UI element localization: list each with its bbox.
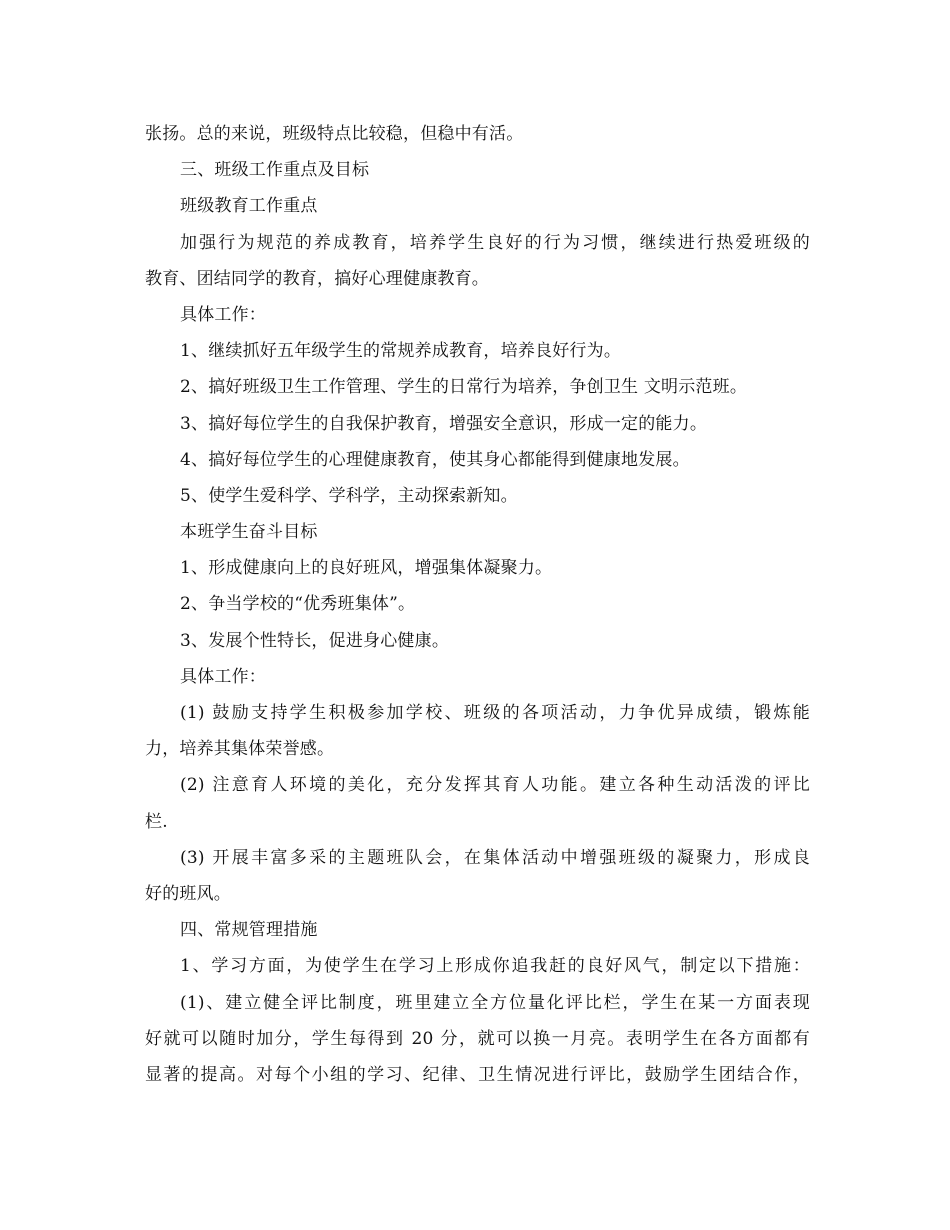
list-item: 3、发展个性特长，促进身心健康。 xyxy=(180,630,450,651)
paragraph-line: 好的班风。 xyxy=(145,883,231,904)
list-item: 1、学习方面，为使学生在学习上形成你追我赶的良好风气，制定以下措施： xyxy=(180,956,810,977)
list-item: 1、继续抓好五年级学生的常规养成教育，培养良好行为。 xyxy=(180,341,622,362)
list-item: (3) 开展丰富多采的主题班队会，在集体活动中增强班级的凝聚力，形成良 xyxy=(180,847,810,868)
list-item: 5、使学生爱科学、学科学，主动探索新知。 xyxy=(180,485,518,506)
paragraph-line: 栏. xyxy=(145,811,168,832)
list-item: 1、形成健康向上的良好班风，增强集体凝聚力。 xyxy=(180,558,553,579)
list-item: 2、争当学校的“优秀班集体”。 xyxy=(180,594,416,615)
subsection-heading: 具体工作： xyxy=(180,304,266,325)
list-item: (1) 鼓励支持学生积极参加学校、班级的各项活动，力争优异成绩，锻炼能 xyxy=(180,703,810,723)
paragraph-line: 力，培养其集体荣誉感。 xyxy=(145,739,335,760)
list-item: (2) 注意育人环境的美化，充分发挥其育人功能。建立各种生动活泼的评比 xyxy=(180,775,810,796)
paragraph-line: 好就可以随时加分，学生每得到 20 分，就可以换一月亮。表明学生在各方面都有 xyxy=(145,1028,810,1049)
list-item: (1)、建立健全评比制度，班里建立全方位量化评比栏，学生在某一方面表现 xyxy=(180,992,810,1013)
subsection-heading: 班级教育工作重点 xyxy=(180,196,318,217)
subsection-heading: 具体工作： xyxy=(180,666,266,687)
list-item: 3、搞好每位学生的自我保护教育，增强安全意识，形成一定的能力。 xyxy=(180,413,708,434)
list-item: 2、搞好班级卫生工作管理、学生的日常行为培养，争创卫生 文明示范班。 xyxy=(180,377,748,398)
paragraph-line: 显著的提高。对每个小组的学习、纪律、卫生情况进行评比，鼓励学生团结合作， xyxy=(145,1064,810,1085)
paragraph-line: 张扬。总的来说，班级特点比较稳，但稳中有活。 xyxy=(145,124,524,144)
section-heading: 三、班级工作重点及目标 xyxy=(180,160,370,181)
paragraph-line: 加强行为规范的养成教育，培养学生良好的行为习惯，继续进行热爱班级的 xyxy=(180,232,810,253)
subsection-heading: 本班学生奋斗目标 xyxy=(180,522,318,543)
document-body xyxy=(145,116,810,1093)
list-item: 4、搞好每位学生的心理健康教育，使其身心都能得到健康地发展。 xyxy=(180,449,690,470)
section-heading: 四、常规管理措施 xyxy=(180,920,318,941)
paragraph-line: 教育、团结同学的教育，搞好心理健康教育。 xyxy=(145,268,489,289)
